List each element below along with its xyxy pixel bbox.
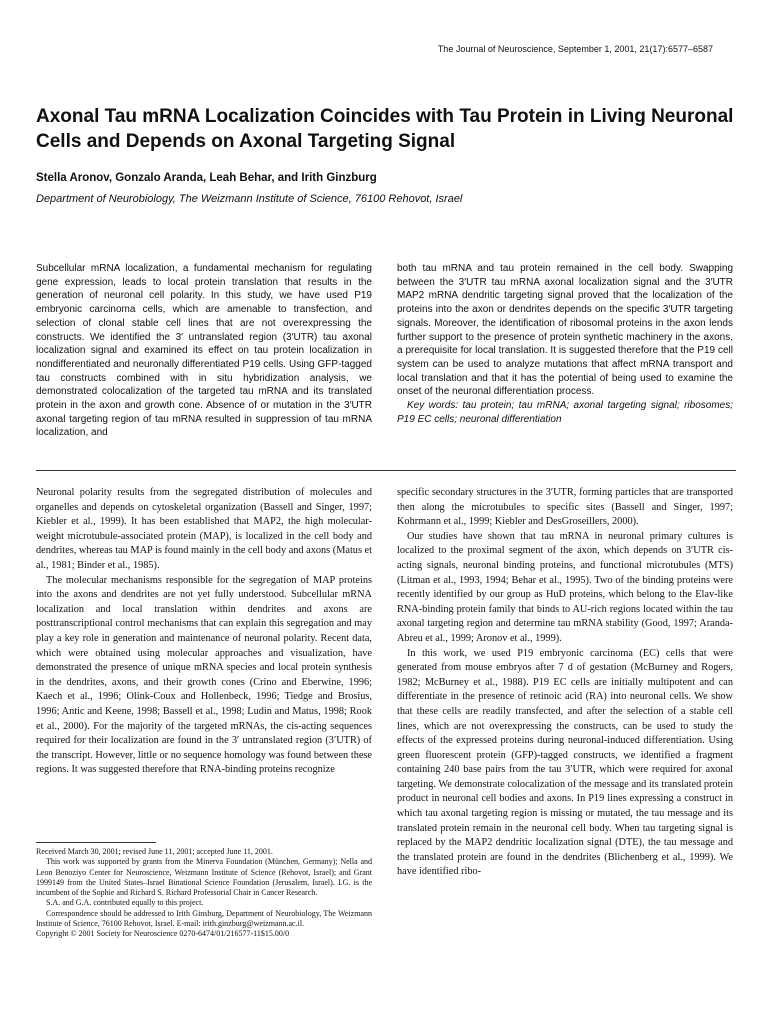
body-column-left — [36, 486, 372, 778]
correspondence-note: Correspondence should be addressed to Irith Ginsburg, Department of Neurobiology, The Weizmann Institute of Science, 76100 Rehovot, Israel. E-mail: irith.ginzburg@weizmann.ac.il. — [36, 908, 372, 929]
keywords: Key words: tau protein; tau mRNA; axonal targeting signal; ribosomes; P19 EC cells; neuronal differentiation — [397, 400, 733, 425]
body-paragraph: The molecular mechanisms responsible for the segregation of MAP proteins into the axons and dendrites are not yet fully understood. Subcellular mRNA localization and local translation within dendrites and axons are posttranscriptional control mechanisms that can explain this segregation and may play a key role in generation and maintenance of neuronal polarity. Recent data, which were obtained using molecular approaches and visualization, have demonstrated the presence of unique mRNA species and local protein synthesis in the dendrites, axons, and their growth cones (Crino and Eberwine, 1996; Kaech et al., 1996; Olink-Coux and Hollenbeck, 1996; Tiedge and Brosius, 1996; Antic and Keene, 1998; Bassell et al., 1998; Ludin and Matus, 1998; Rook et al., 2000). For the majority of the targeted mRNAs, the cis-acting sequences required for their localization are found in the 3′ untranslated region (3′UTR) of the transcript. However, little or no sequence homology was found between these regions. It was suggested therefore that RNA-binding proteins recognize — [36, 574, 372, 776]
body-paragraph: specific secondary structures in the 3′UTR, forming particles that are transported then along the microtubules to specific sites (Bassell and Singer, 1997; Kohrmann et al., 1999; Kiebler and DesGroseillers, 2000). — [397, 487, 733, 528]
paper-title: Axonal Tau mRNA Localization Coincides with Tau Protein in Living Neuronal Cells and Depends on Axonal Targeting Signal — [36, 106, 734, 152]
body-paragraph: Our studies have shown that tau mRNA in neuronal primary cultures is localized to the proximal segment of the axon, which depends on 3′UTR cis-acting signals, neuronal binding proteins, and functional microtubules (MTS) (Litman et al., 1993, 1994; Behar et al., 1995). Two of the binding proteins were recently identified by our group as HuD proteins, which belong to the Elav-like RNA-binding protein family that binds to AU-rich regions located within the tau axonal targeting region and determine tau mRNA stability (Good, 1997; Aranda-Abreu et al., 1999; Aronov et al., 1999). — [397, 530, 733, 644]
journal-header: The Journal of Neuroscience, September 1, 2001, 21(17):6577–6587 — [437, 44, 713, 54]
abstract-divider — [36, 470, 736, 471]
author-list: Stella Aronov, Gonzalo Aranda, Leah Behar, and Irith Ginzburg — [36, 172, 377, 184]
abstract-column-right — [397, 262, 733, 426]
abstract-text-left: Subcellular mRNA localization, a fundamental mechanism for regulating gene expression, leads to local protein translation that results in the generation of neuronal cell polarity. In this study, we have used P19 embryonic carcinoma cells, which are amenable to transfection, and selection of clonal stable cell lines that are not overexpressing the constructs. We identified the 3′ untranslated region (3′UTR) tau axonal localization signal and examined its effect on tau protein localization in nondifferentiated and neuronally differentiated P19 cells. Using GFP-tagged tau constructs combined with in situ hybridization analysis, we demonstrated colocalization of the targeted tau mRNA and its translated protein in the axon and growth cone. Absence of or mutation in the 3′UTR axonal targeting region of tau mRNA resulted in suppression of tau mRNA localization, and — [36, 263, 372, 439]
body-paragraph: Neuronal polarity results from the segregated distribution of molecules and organelles and depends on cytoskeletal organization (Bassell and Singer, 1997; Kiebler et al., 1999). It has been established that MAP2, the high molecular-weight microtubule-associated protein (MAP), is localized in the cell body and dendrites, whereas tau MAP is found mainly in the cell body and axons (Matus et al., 1981; Binder et al., 1985). — [36, 487, 372, 571]
abstract-text-right: both tau mRNA and tau protein remained in the cell body. Swapping between the 3′UTR tau mRNA axonal localization signal and the 3′UTR MAP2 mRNA dendritic targeting signal proved that the localization of the proteins into the axon or dendrites depends on the specific 3′UTR targeting signals. Moreover, the identification of ribosomal proteins in the axon lends further support to the presence of protein synthetic machinery in the axons, a prerequisite for local translation. It is suggested therefore that the P19 cell system can be used to analyze mutations that affect mRNA transport and local translation and that it has the potential of being used to examine the onset of the neuronal differentiation process. — [397, 263, 733, 398]
body-column-right — [397, 486, 733, 880]
contribution-note: S.A. and G.A. contributed equally to this project. — [46, 898, 204, 908]
abstract-column-left — [36, 262, 372, 440]
affiliation: Department of Neurobiology, The Weizmann Institute of Science, 76100 Rehovot, Israel — [36, 193, 463, 205]
copyright-note: Copyright © 2001 Society for Neuroscience 0270-6474/01/216577-11$15.00/0 — [36, 929, 290, 939]
funding-note: This work was supported by grants from the Minerva Foundation (München, Germany); Nella and Leon Benoziyo Center for Neuroscience, Weizmann Institute of Science (Rehovot, Israel); and Grant 1999149 from the United States–Israel Binational Science Foundation (Jerusalem, Israel). I.G. is the incumbent of the Sophie and Richard S. Richard Professorial Chair in Cancer Research. — [36, 857, 372, 898]
received-dates: Received March 30, 2001; revised June 11, 2001; accepted June 11, 2001. — [36, 847, 273, 856]
body-paragraph: In this work, we used P19 embryonic carcinoma (EC) cells that were generated from mouse embryos after 7 d of gestation (McBurney and Rogers, 1982; McBurney et al., 1988). P19 EC cells are initially multipotent and can differentiate in the presence of retinoic acid (RA) into neuronal cells. We show that these cells are readily transfected, and after the selection of a stable cell lines, which are not overexpressing the constructs, can be used to study the effects of the expressed proteins during neuronal-induced differentiation. Using green fluorescent protein (GFP)-tagged constructs, we identified a fragment containing 240 base pairs from the tau 3′UTR, which were required for axonal targeting. We demonstrate colocalization of the message and its translated protein product in neuronal cell bodies and axons. In P19 lines expressing a construct in which tau axonal targeting region is missing or mutated, the tau message and its translated protein remain in the neuronal cell body. When tau targeting signal is replaced by the MAP2 dendritic localization signal (DTE), the tau message and the translated protein are found in the dendrites (Blichenberg et al., 1999). We have identified ribo- — [397, 647, 733, 878]
footnote-divider — [36, 842, 156, 843]
footnotes — [36, 847, 372, 940]
